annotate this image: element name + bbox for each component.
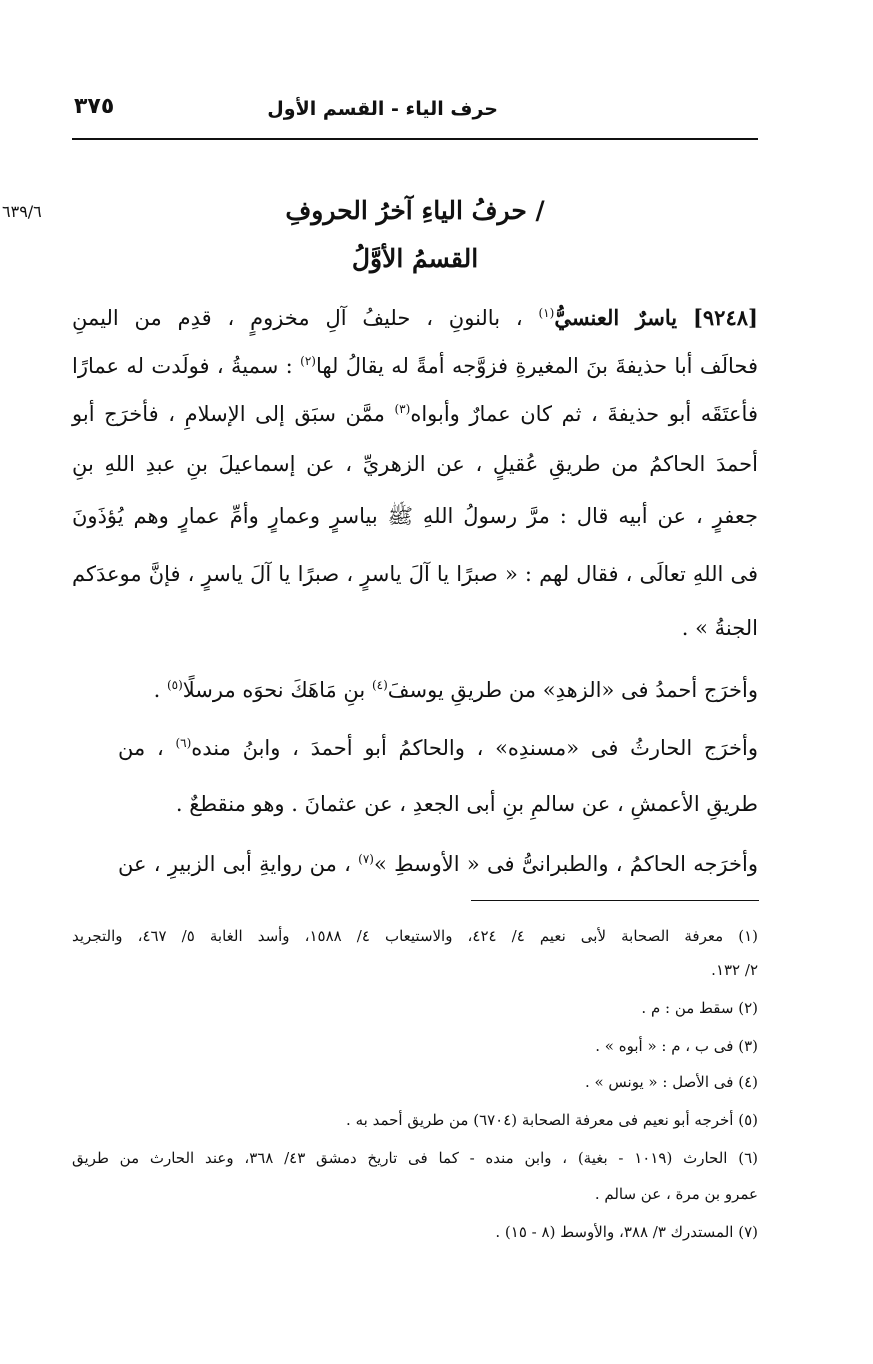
body-line-10: طريقِ الأعمشِ ، عن سالمِ بنِ أبى الجعدِ ، عن عثمانَ . وهو منقطعٌ . — [175, 792, 758, 816]
footnote-ref-7: (٧) — [358, 852, 374, 866]
body-line-2 — [72, 346, 758, 386]
margin-reference: ٦٣٩/٦ — [2, 202, 42, 221]
section-heading: القسمُ الأوَّلُ — [351, 244, 479, 273]
footnote-5: (٥) أخرجه أبو نعيم فى معرفة الصحابة (٦٧٠٤) من طريق أحمد به . — [346, 1111, 758, 1129]
body-line-4: أحمدَ الحاكمُ من طريقِ عُقيلٍ ، عن الزهريِّ ، عن إسماعيلَ بنِ عبدِ اللهِ بنِ — [72, 452, 758, 476]
body-line-8 — [118, 670, 758, 710]
footnote-3: (٣) فى ب ، م : « أبوه » . — [595, 1037, 758, 1055]
body-text: فأعتَقَه أبو حذيفةَ ، ثم كان عمارٌ وأبواه — [410, 402, 758, 426]
footnote-4: (٤) فى الأصل : « يونس » . — [584, 1073, 758, 1091]
footnote-7: (٧) المستدرك ٣/ ٣٨٨، والأوسط (٨ - ١٥) . — [495, 1223, 758, 1241]
footnote-ref-6: (٦) — [175, 736, 192, 750]
body-text: وأخرَج الحارثُ فى «مسندِه» ، والحاكمُ أبو أحمدَ ، وابنُ منده — [191, 736, 758, 760]
running-header — [72, 92, 758, 132]
body-text: : سميةُ ، فولَدت له عمارًا — [72, 354, 293, 378]
footnote-2: (٢) سقط من : م . — [641, 999, 758, 1017]
footnote-6: (٦) الحارث (١٠١٩ - بغية) ، وابن منده - كما فى تاريخ دمشق ٤٣/ ٣٦٨، وعند الحارث من طريق — [72, 1149, 758, 1167]
page-number: ٣٧٥ — [74, 94, 115, 119]
body-text: ، من روايةِ أبى الزبيرِ ، عن — [118, 852, 351, 876]
body-line-11 — [118, 844, 758, 884]
body-line-3 — [72, 394, 758, 434]
body-line-6: فى اللهِ تعالَى ، فقال لهم : « صبرًا يا آلَ ياسرٍ ، صبرًا يا آلَ ياسرٍ ، فإنَّ موعدَكم — [72, 562, 758, 586]
body-text: ، بالنونِ ، حليفُ آلِ مخزومٍ ، قدِم من اليمنِ — [72, 306, 523, 330]
footnote-ref-5: (٥) — [166, 678, 183, 692]
footnote-ref-2: (٢) — [300, 354, 316, 368]
body-text: بنِ مَاهَكَ نحوَه مرسلًا — [182, 678, 366, 702]
entry-name: ياسرٌ العنسيُّ — [554, 305, 678, 330]
footnote-6-continued: عمرو بن مرة ، عن سالم . — [594, 1185, 758, 1203]
running-title: حرف الياء - القسم الأول — [267, 98, 498, 120]
body-text: وأخرَجه الحاكمُ ، والطبرانىُّ فى « الأوسطِ » — [373, 852, 758, 876]
header-rule — [72, 138, 758, 140]
body-text: وأخرَج أحمدُ فى «الزهدِ» من طريقِ يوسفَ — [387, 678, 758, 702]
body-text: . — [153, 678, 161, 702]
body-line-7: الجنةُ » . — [681, 616, 758, 640]
footnote-ref-4: (٤) — [371, 678, 388, 692]
footnote-ref-1: (١) — [538, 306, 555, 320]
body-text: فحالَف أبا حذيفةَ بنَ المغيرةِ فزوَّجه أمةً له يقالُ لها — [315, 354, 758, 378]
body-text: ممَّن سبَق إلى الإسلامِ ، فأخرَج أبو — [72, 402, 385, 426]
body-line-5: جعفرٍ ، عن أبيه قال : مرَّ رسولُ اللهِ ﷺ بياسرٍ وعمارٍ وأمِّ عمارٍ وهم يُؤذَونَ — [72, 504, 758, 528]
body-line-9 — [118, 728, 758, 768]
footnote-ref-3: (٣) — [394, 402, 411, 416]
chapter-heading: / حرفُ الياءِ آخرُ الحروفِ — [285, 196, 545, 225]
entry-number: [٩٢٤٨] — [692, 305, 758, 330]
footnote-rule — [471, 900, 759, 901]
body-text: ، من — [118, 736, 164, 760]
body-line-1 — [72, 298, 758, 338]
footnote-1: (١) معرفة الصحابة لأبى نعيم ٤/ ٤٢٤، والاستيعاب ٤/ ١٥٨٨، وأسد الغابة ٥/ ٤٦٧، والتجريد — [72, 927, 758, 945]
footnote-1-continued: ٢/ ١٣٢. — [711, 961, 758, 979]
